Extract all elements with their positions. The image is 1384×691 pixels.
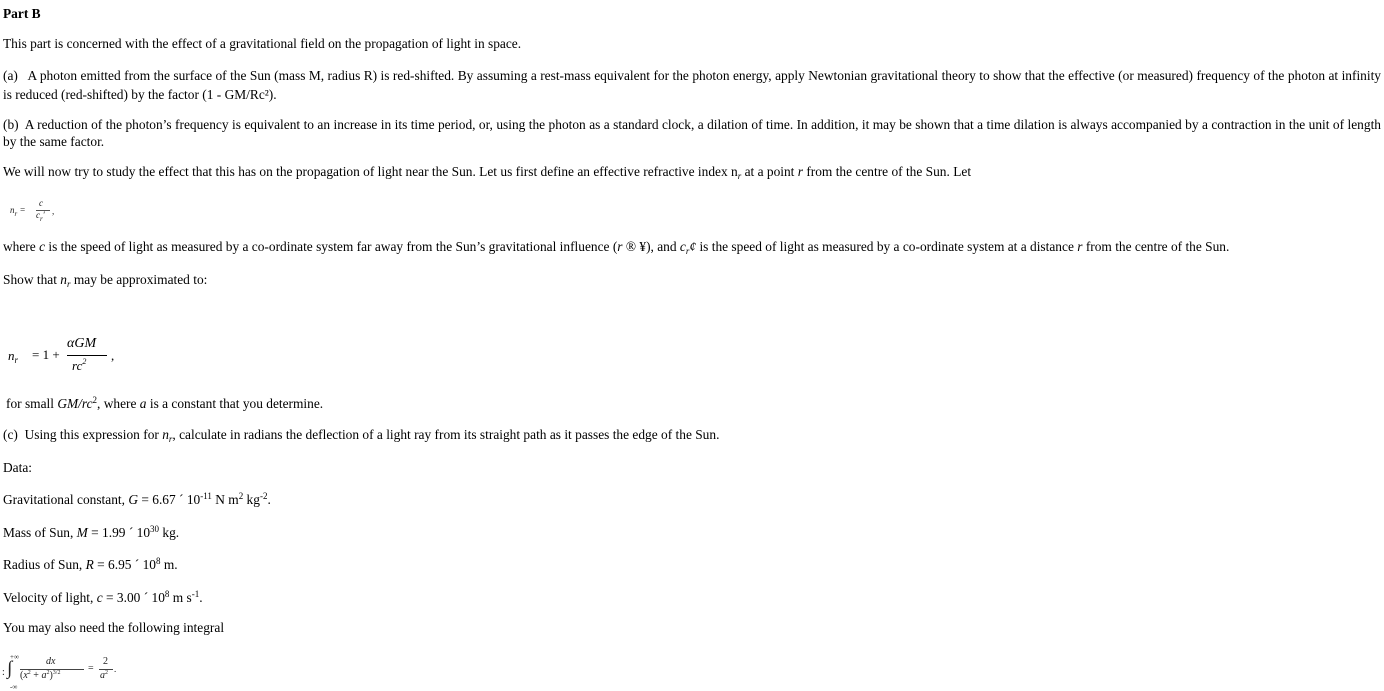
constant-mass-sun: Mass of Sun, M = 1.99 ´ $10^{30}$ kg.	[3, 524, 180, 540]
part-b-text: A reduction of the photon’s frequency is equivalent to an increase in its time period, or, using the photon as a standard clock, a dilation of time. In addition, it may be shown that a time dilation is always accompanied by a contraction in the unit of length by the same factor.	[3, 117, 1381, 149]
integral-intro: You may also need the following integral	[3, 620, 225, 635]
data-label: Data:	[3, 460, 32, 475]
part-a-paragraph	[3, 66, 1381, 104]
constant-gravitational: Gravitational constant, G = 6.67 ´ $10^{-11}$ N $m^2$ $kg^{-2}$.	[3, 491, 271, 507]
intro-paragraph: This part is concerned with the effect of a gravitational field on the propagation of light in space.	[3, 36, 522, 51]
approximation-equation: $n_r$ = 1 + αGM $rc^2$ ,	[8, 336, 115, 373]
where-paragraph: where c is the speed of light as measured by a co-ordinate system far away from the Sun’s gravitational influence (r ® ¥), and $c_r¢$ is the speed of light as measured by a co-ordinate system at a distance r from the centre of the Sun.	[3, 239, 1230, 256]
part-b-paragraph	[3, 116, 1381, 150]
part-c-paragraph: (c) Using this expression for $n_r$, calculate in radians the deflection of a light ray from its straight path as it passes the edge of the Sun.	[3, 427, 720, 444]
refractive-index-definition: $n_r$ = c $c_r'$ ,	[10, 198, 55, 223]
part-b-label: (b)	[3, 117, 19, 132]
constant-velocity-light: Velocity of light, c = 3.00 ´ $10^8$ m $s^{-1}$.	[3, 589, 203, 605]
part-a-text: A photon emitted from the surface of the Sun (mass M, radius R) is red-shifted. By assuming a rest-mass equivalent for the photon energy, apply Newtonian gravitational theory to show that the effective (or measured) frequency of the photon at infinity is reduced (red-shifted) by the factor (1 - GM/Rc²).	[3, 68, 1381, 102]
integral-equation: +∞ : ∫ -∞ dx $(x^2 + a^2)^{3/2}$ = 2 $a^2$ .	[2, 653, 117, 691]
refractive-index-paragraph: We will now try to study the effect that this has on the propagation of light near the Sun. Let us first define an effective refractive index $n_r$ at a point r from the centre of the Sun. Let	[3, 164, 972, 181]
part-a-label: (a)	[3, 68, 18, 83]
show-paragraph: Show that $n_r$ may be approximated to:	[3, 272, 208, 289]
part-c-label: (c)	[3, 427, 18, 442]
constant-radius-sun: Radius of Sun, R = 6.95 ´ $10^8$ m.	[3, 556, 178, 572]
small-condition-paragraph: for small $GM/rc^2$, where a is a constant that you determine.	[6, 395, 324, 411]
part-title: Part B	[3, 6, 41, 21]
